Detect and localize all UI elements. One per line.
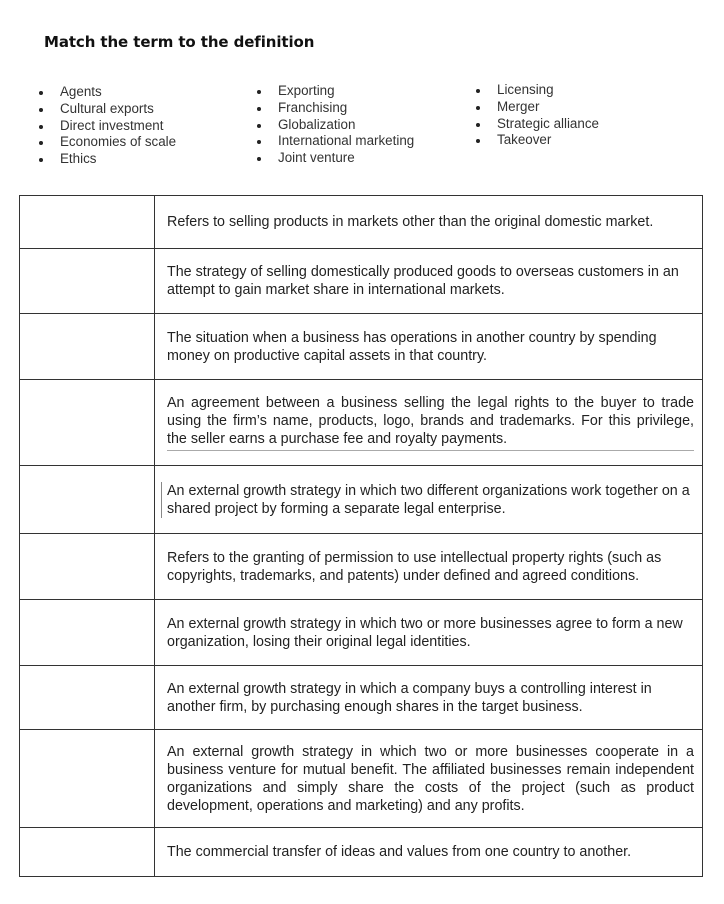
answer-cell[interactable] (20, 466, 155, 534)
definition-text: An external growth strategy in which two or more businesses cooperate in a business venture for mutual benefit. The affiliated businesses remain independent organizations and simply share the costs of the project (such as product development, operations and marketing) and any profits. (167, 743, 694, 814)
definition-cell (155, 314, 703, 380)
definition-cell (155, 730, 703, 828)
answer-cell[interactable] (20, 534, 155, 600)
table-row (20, 314, 703, 380)
term-item: International marketing (255, 133, 414, 150)
definition-text: An agreement between a business selling the legal rights to the buyer to trade using the firm’s name, products, logo, brands and trademarks. For this privilege, the seller earns a purchase fee and royalty payments. (167, 394, 694, 451)
page-title: Match the term to the definition (44, 33, 315, 51)
table-row (20, 466, 703, 534)
term-item: Joint venture (255, 150, 414, 167)
definition-cell (155, 828, 703, 877)
term-item: Exporting (255, 83, 414, 100)
definition-cell (155, 600, 703, 666)
definition-text: The commercial transfer of ideas and values from one country to another. (167, 844, 632, 860)
term-list-column-1 (37, 84, 176, 168)
term-item: Globalization (255, 117, 414, 134)
table-row (20, 380, 703, 466)
term-list-column-3 (474, 82, 599, 149)
answer-cell[interactable] (20, 249, 155, 314)
term-item: Merger (474, 99, 599, 116)
table-row (20, 666, 703, 730)
definition-text: An external growth strategy in which two different organizations work together on a shared project by forming a separate legal enterprise. (161, 482, 694, 518)
answer-cell[interactable] (20, 828, 155, 877)
definition-text: Refers to the granting of permission to use intellectual property rights (such as copyrights, trademarks, and patents) under defined and agreed conditions. (167, 549, 662, 584)
answer-cell[interactable] (20, 196, 155, 249)
term-item: Direct investment (37, 118, 176, 135)
table-row (20, 828, 703, 877)
term-item: Takeover (474, 132, 599, 149)
term-item: Ethics (37, 151, 176, 168)
term-item: Agents (37, 84, 176, 101)
table-row (20, 534, 703, 600)
definition-text: The situation when a business has operations in another country by spending money on productive capital assets in that country. (167, 329, 657, 364)
table-row (20, 249, 703, 314)
term-item: Cultural exports (37, 101, 176, 118)
answer-cell[interactable] (20, 380, 155, 466)
term-item: Franchising (255, 100, 414, 117)
definition-cell (155, 249, 703, 314)
table-row (20, 730, 703, 828)
answer-cell[interactable] (20, 666, 155, 730)
definition-cell (155, 380, 703, 466)
definition-cell (155, 666, 703, 730)
table-row (20, 196, 703, 249)
definition-text: The strategy of selling domestically produced goods to overseas customers in an attempt to gain market share in international markets. (167, 264, 679, 298)
definition-cell (155, 196, 703, 249)
definition-text: An external growth strategy in which a company buys a controlling interest in another firm, by purchasing enough shares in the target business. (167, 680, 652, 715)
term-list-column-2 (255, 83, 414, 167)
answer-cell[interactable] (20, 314, 155, 380)
definition-text: Refers to selling products in markets other than the original domestic market. (167, 214, 654, 230)
definition-text: An external growth strategy in which two or more businesses agree to form a new organization, losing their original legal identities. (167, 615, 683, 650)
term-item: Licensing (474, 82, 599, 99)
table-row (20, 600, 703, 666)
term-item: Economies of scale (37, 134, 176, 151)
definition-cell (155, 466, 703, 534)
answer-cell[interactable] (20, 600, 155, 666)
definition-cell (155, 534, 703, 600)
answer-cell[interactable] (20, 730, 155, 828)
term-item: Strategic alliance (474, 116, 599, 133)
matching-table (19, 195, 703, 877)
